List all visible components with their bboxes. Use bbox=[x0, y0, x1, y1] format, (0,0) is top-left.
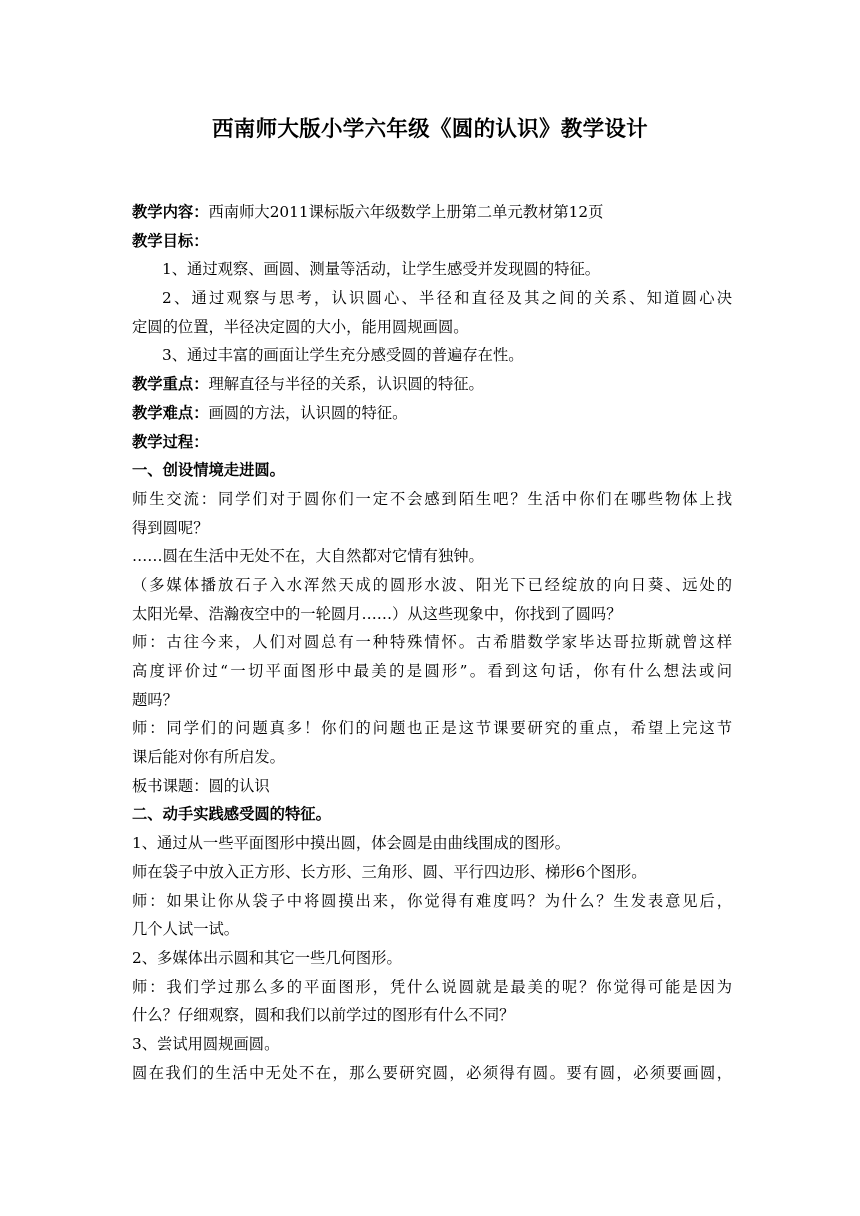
section-2-step-1-p1: 师在袋子中放入正方形、长方形、三角形、圆、平行四边形、梯形6个图形。 bbox=[132, 862, 647, 881]
teaching-process-label: 教学过程： bbox=[132, 432, 209, 451]
section-1-p5-line-2: 课后能对你有所启发。 bbox=[132, 748, 285, 767]
section-2-heading: 二、动手实践感受圆的特征。 bbox=[132, 805, 331, 824]
key-point-label: 教学重点： bbox=[132, 375, 209, 394]
goal-item-2-line-1: 2、通过观察与思考，认识圆心、半径和直径及其之间的关系、知道圆心决 bbox=[162, 289, 732, 308]
section-1-p3-line-1: （多媒体播放石子入水浑然天成的圆形水波、阳光下已经绽放的向日葵、远处的 bbox=[132, 575, 732, 594]
goal-item-1: 1、通过观察、画圆、测量等活动，让学生感受并发现圆的特征。 bbox=[162, 260, 601, 279]
key-point bbox=[132, 370, 732, 399]
teaching-content bbox=[132, 198, 732, 227]
document-body bbox=[132, 198, 732, 1087]
teaching-content-label: 教学内容： bbox=[132, 203, 209, 221]
key-point-text: 理解直径与半径的关系，认识圆的特征。 bbox=[208, 375, 484, 394]
section-1-p6: 板书课题：圆的认识 bbox=[132, 776, 270, 795]
difficulty-text: 画圆的方法，认识圆的特征。 bbox=[208, 403, 408, 422]
difficulty-label: 教学难点： bbox=[132, 403, 209, 422]
section-1-p5-line-1: 师：同学们的问题真多！你们的问题也正是这节课要研究的重点，希望上完这节 bbox=[132, 719, 732, 738]
document-title: 西南师大版小学六年级《圆的认识》教学设计 bbox=[211, 117, 648, 142]
teaching-goals-label: 教学目标： bbox=[132, 231, 209, 250]
difficulty bbox=[132, 399, 732, 428]
goal-item-3: 3、通过丰富的画面让学生充分感受圆的普遍存在性。 bbox=[162, 346, 524, 365]
section-1-heading: 一、创设情境走进圆。 bbox=[132, 461, 285, 480]
section-2-step-2-p1-line-2: 什么？仔细观察，圆和我们以前学过的图形有什么不同？ bbox=[132, 1006, 515, 1025]
section-2-step-1: 1、通过从一些平面图形中摸出圆，体会圆是由曲线围成的图形。 bbox=[132, 834, 571, 853]
section-1-p4-line-1: 师：古往今来，人们对圆总有一种特殊情怀。古希腊数学家毕达哥拉斯就曾这样 bbox=[132, 633, 732, 652]
goal-item-2-line-2: 定圆的位置，半径决定圆的大小，能用圆规画圆。 bbox=[132, 317, 469, 336]
section-2-step-1-p2-line-1: 师：如果让你从袋子中将圆摸出来，你觉得有难度吗？为什么？生发表意见后， bbox=[132, 891, 732, 910]
section-2-step-3-p1-line-1: 圆在我们的生活中无处不在，那么要研究圆，必须得有圆。要有圆，必须要画圆， bbox=[132, 1063, 732, 1082]
section-2-step-3: 3、尝试用圆规画圆。 bbox=[132, 1034, 280, 1053]
section-2-step-2-p1-line-1: 师：我们学过那么多的平面图形，凭什么说圆就是最美的呢？你觉得可能是因为 bbox=[132, 977, 732, 996]
section-1-p4-line-2: 高度评价过“一切平面图形中最美的是圆形”。看到这句话，你有什么想法或问 bbox=[132, 662, 732, 680]
section-2-step-2: 2、多媒体出示圆和其它一些几何图形。 bbox=[132, 948, 402, 967]
teaching-content-text: 西南师大2011课标版六年级数学上册第二单元教材第12页 bbox=[208, 203, 604, 221]
section-1-p2: ……圆在生活中无处不在，大自然都对它情有独钟。 bbox=[132, 547, 484, 566]
section-2-step-1-p2-line-2: 几个人试一试。 bbox=[132, 920, 240, 939]
section-1-p4-line-3: 题吗？ bbox=[132, 690, 178, 709]
section-1-p1-line-1: 师生交流：同学们对于圆你们一定不会感到陌生吧？生活中你们在哪些物体上找 bbox=[132, 489, 732, 508]
section-1-p3-line-2: 太阳光晕、浩瀚夜空中的一轮圆月……）从这些现象中，你找到了圆吗？ bbox=[132, 604, 622, 623]
section-1-p1-line-2: 得到圆呢？ bbox=[132, 518, 209, 537]
